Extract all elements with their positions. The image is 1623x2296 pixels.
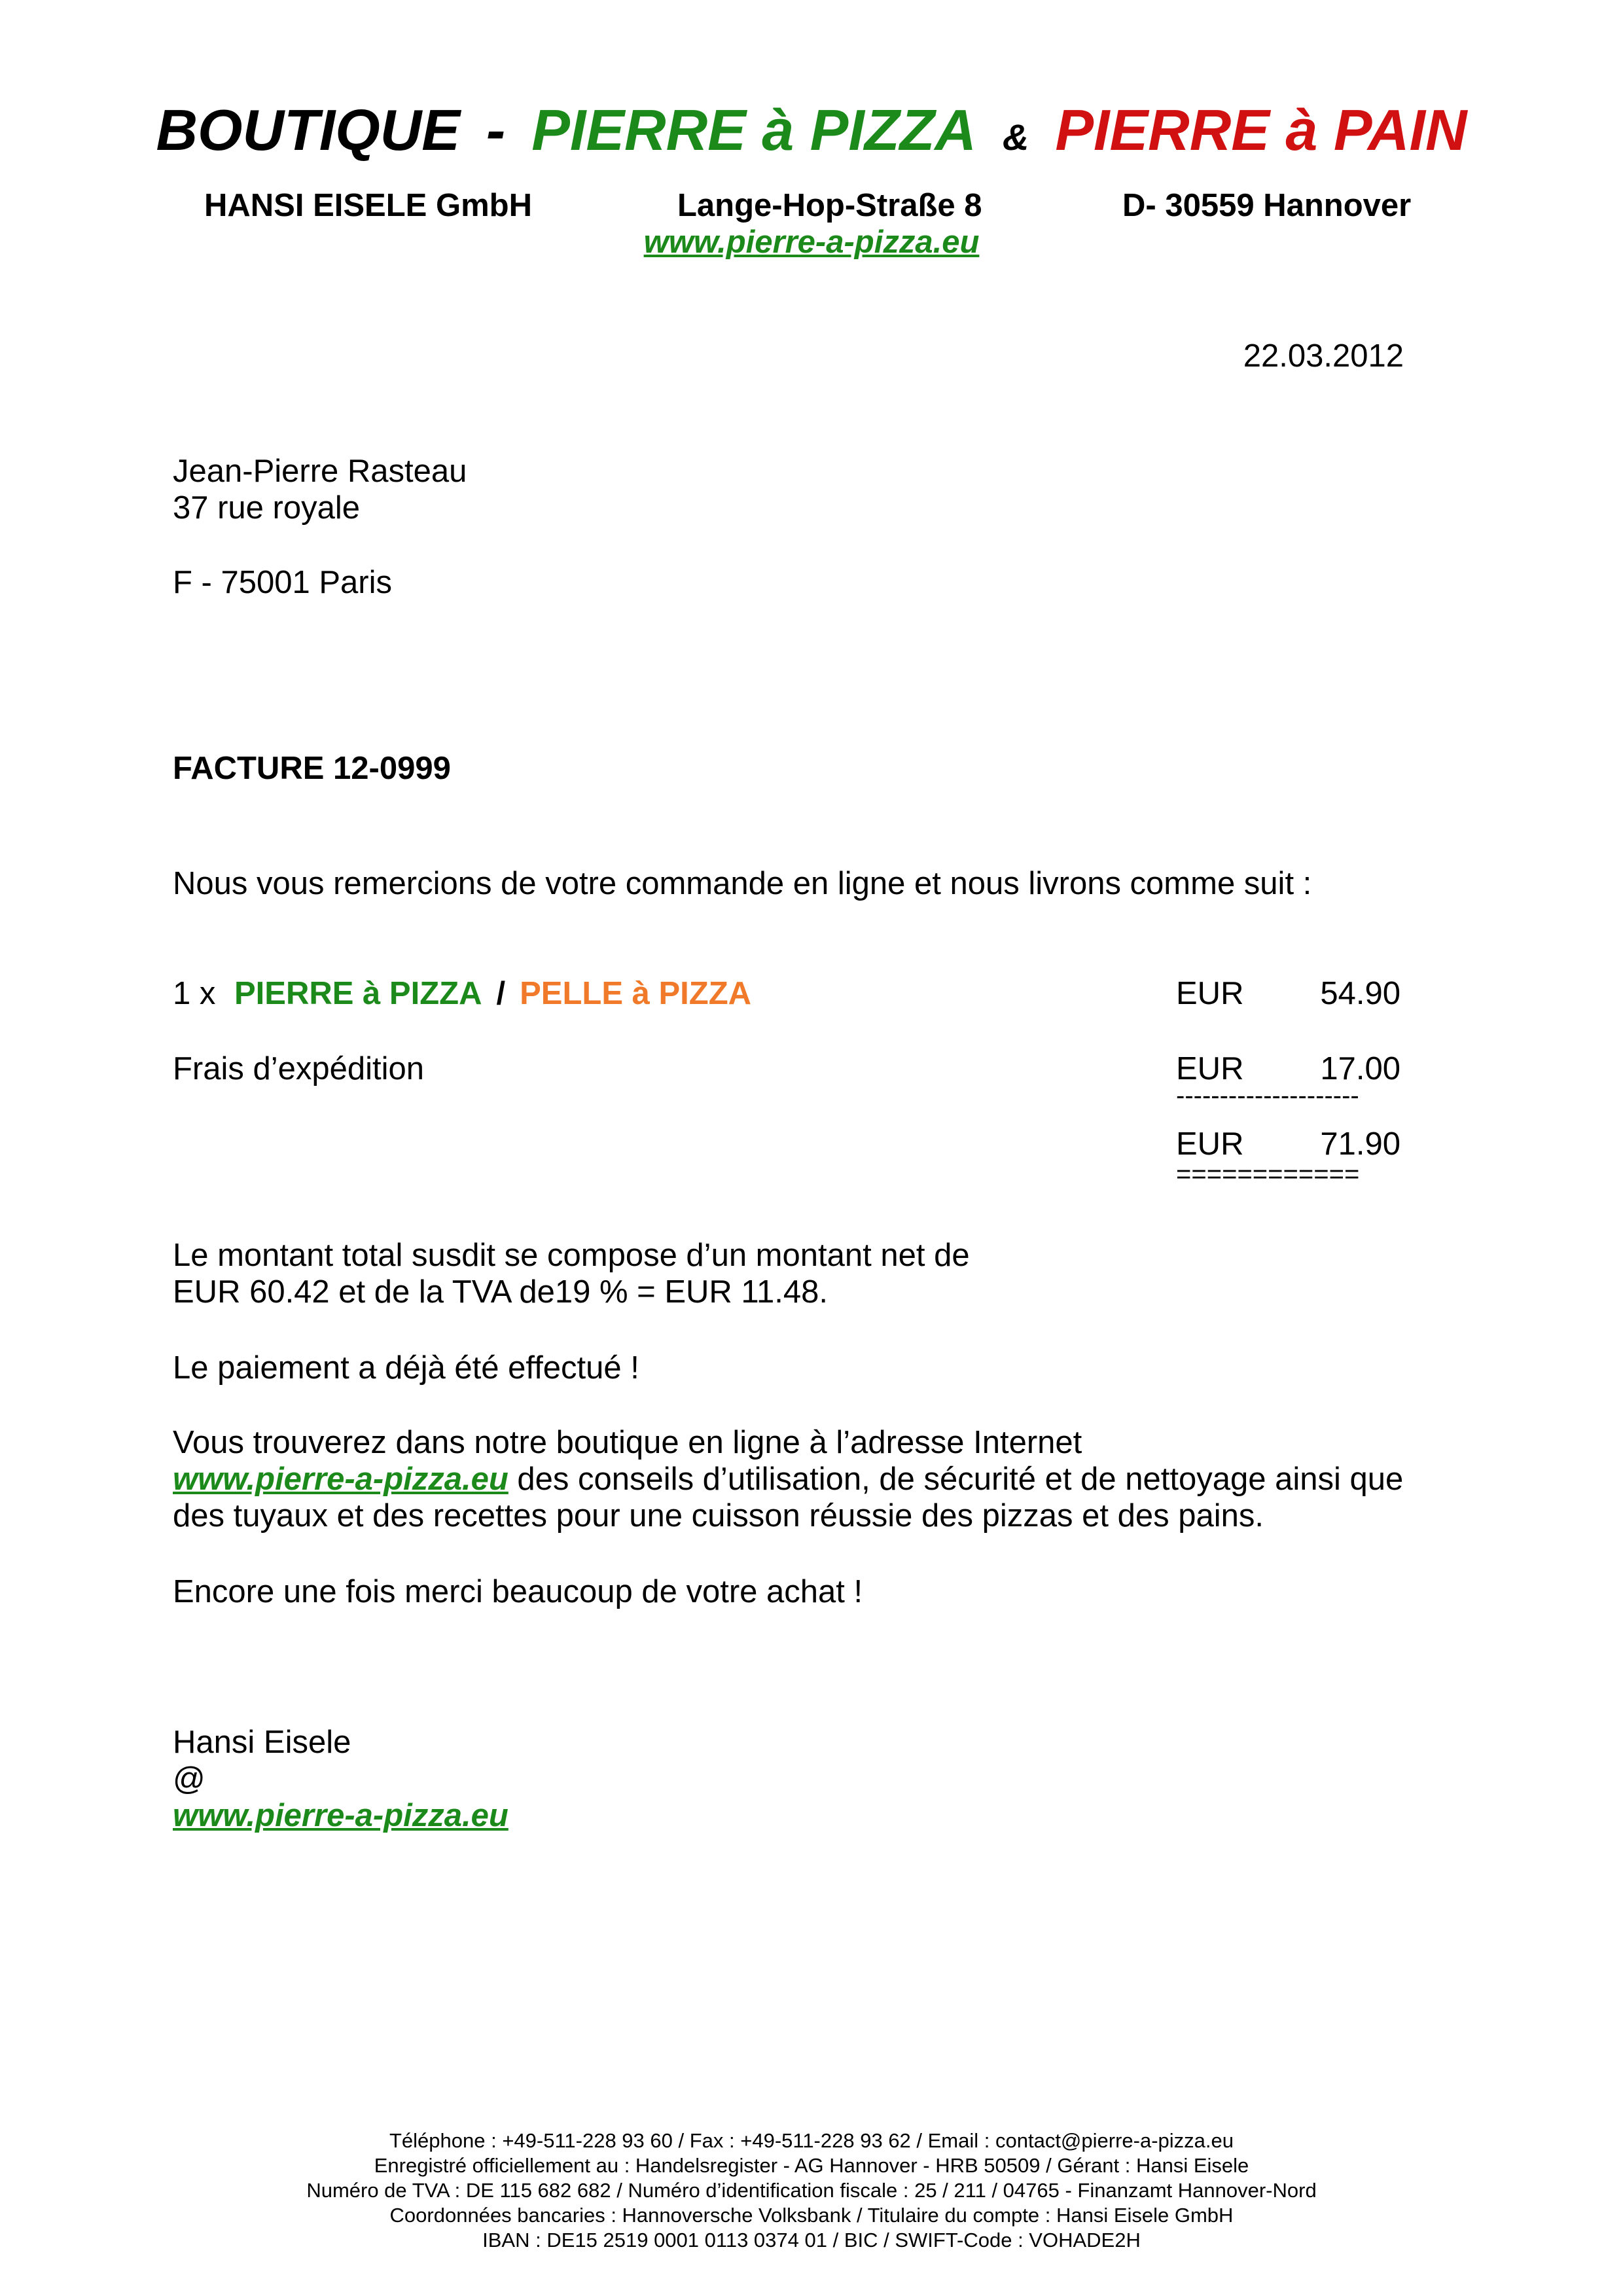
- info-website-link[interactable]: www.pierre-a-pizza.eu: [173, 1462, 508, 1497]
- net-amount-line-2: EUR 60.42 et de la TVA de19 % = EUR 11.48.: [173, 1274, 829, 1310]
- footer-contact: Téléphone : +49-511-228 93 60 / Fax : +49-511-228 93 62 / Email : contact@pierre-a-pizza.eu: [389, 2129, 1234, 2152]
- thanks-text: Encore une fois merci beaucoup de votre achat !: [173, 1574, 863, 1609]
- subtotal-divider: ---------------------: [1176, 1081, 1359, 1110]
- invoice-date: 22.03.2012: [1243, 338, 1404, 374]
- invoice-title: FACTURE 12-0999: [173, 751, 451, 786]
- total-amount: 71.90: [1320, 1126, 1400, 1162]
- letterhead-title: [0, 97, 1623, 164]
- info-line-3: des tuyaux et des recettes pour une cuisson réussie des pizzas et des pains.: [173, 1498, 1264, 1534]
- item-currency: EUR: [1176, 976, 1244, 1011]
- total-underline: ============: [1176, 1160, 1360, 1189]
- recipient-city: F - 75001 Paris: [173, 565, 392, 600]
- company-street: Lange-Hop-Straße 8: [677, 188, 982, 223]
- product-pierre-pizza: PIERRE à PIZZA: [234, 976, 482, 1011]
- shipping-currency: EUR: [1176, 1051, 1244, 1086]
- item-quantity: 1 x: [173, 976, 216, 1011]
- signature-website: [173, 1797, 508, 1834]
- title-ampersand: &: [1002, 117, 1029, 158]
- title-dash: -: [486, 98, 506, 162]
- item-amount: 54.90: [1320, 976, 1400, 1011]
- title-pierre-pizza: PIERRE à PIZZA: [531, 98, 976, 162]
- signature-at-sign: @: [173, 1761, 205, 1797]
- footer-bank: Coordonnées bancaries : Hannoversche Volksbank / Titulaire du compte : Hansi Eisele GmbH: [389, 2204, 1234, 2227]
- info-line-2: [173, 1461, 1403, 1498]
- footer-registration: Enregistré officiellement au : Handelsregister - AG Hannover - HRB 50509 / Gérant : Hansi Eisele: [374, 2154, 1249, 2177]
- intro-text: Nous vous remercions de votre commande en ligne et nous livrons comme suit :: [173, 866, 1312, 901]
- info-line-2-text: des conseils d’utilisation, de sécurité et de nettoyage ainsi que: [508, 1462, 1404, 1497]
- product-pelle-pizza: PELLE à PIZZA: [520, 976, 752, 1011]
- info-line-1: Vous trouverez dans notre boutique en ligne à l’adresse Internet: [173, 1425, 1082, 1460]
- company-city: D- 30559 Hannover: [1122, 188, 1412, 223]
- product-separator: /: [496, 976, 506, 1011]
- company-name: HANSI EISELE GmbH: [204, 188, 532, 223]
- recipient-name: Jean-Pierre Rasteau: [173, 454, 467, 489]
- shipping-amount: 17.00: [1320, 1051, 1400, 1086]
- signature-website-link[interactable]: www.pierre-a-pizza.eu: [173, 1798, 508, 1833]
- signature-name: Hansi Eisele: [173, 1725, 351, 1760]
- recipient-street: 37 rue royale: [173, 490, 361, 526]
- footer-iban: IBAN : DE15 2519 0001 0113 0374 01 / BIC / SWIFT-Code : VOHADE2H: [482, 2229, 1141, 2251]
- net-amount-line-1: Le montant total susdit se compose d’un montant net de: [173, 1238, 970, 1273]
- payment-status: Le paiement a déjà été effectué !: [173, 1350, 639, 1386]
- footer-tax: Numéro de TVA : DE 115 682 682 / Numéro d’identification fiscale : 25 / 211 / 04765 - Finanzamt Hannover-Nord: [306, 2179, 1317, 2202]
- title-pierre-pain: PIERRE à PAIN: [1055, 98, 1467, 162]
- item-products: [234, 975, 751, 1012]
- header-website: [0, 224, 1623, 260]
- shipping-label: Frais d’expédition: [173, 1051, 425, 1086]
- header-website-link[interactable]: www.pierre-a-pizza.eu: [643, 224, 980, 260]
- total-currency: EUR: [1176, 1126, 1244, 1162]
- title-boutique: BOUTIQUE: [156, 98, 460, 162]
